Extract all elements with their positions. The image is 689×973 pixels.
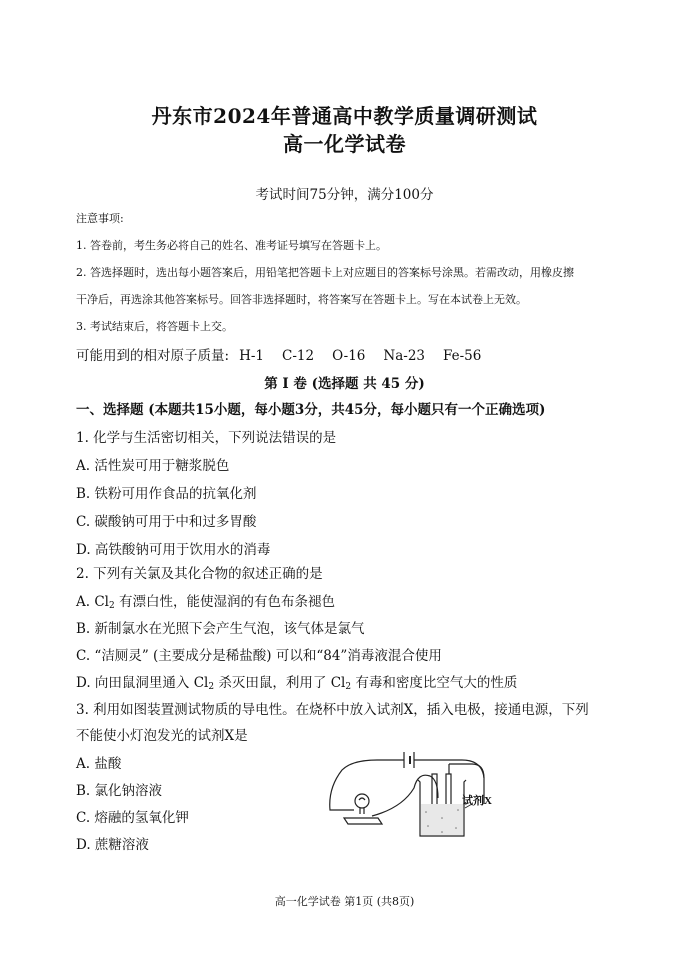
option-text: 杀灭田鼠，利用了 Cl: [214, 675, 346, 691]
option-text: 有毒和密度比空气大的性质: [351, 675, 518, 691]
option-text: 有漂白性，能使湿润的有色布条褪色: [114, 594, 336, 610]
notice-item: 1. 答卷前，考生务必将自己的姓名、准考证号填写在答题卡上。: [76, 239, 387, 252]
question-option: [76, 590, 335, 611]
exam-subtitle: 高一化学试卷: [283, 132, 406, 156]
wire: [449, 764, 484, 778]
question-option: A. 盐酸: [76, 756, 122, 772]
figure-label: 试剂X: [462, 795, 492, 807]
question-stem: 2. 下列有关氯及其化合物的叙述正确的是: [76, 566, 323, 582]
subscript: 2: [108, 601, 115, 611]
page-footer: 高一化学试卷 第1页 (共8页): [274, 895, 415, 908]
notice-item: 干净后，再选涂其他答案标号。回答非选择题时，将答案写在答题卡上。写在本试卷上无效。: [76, 293, 527, 306]
conductivity-apparatus-figure: [322, 748, 512, 840]
question-option: C. “洁厕灵” (主要成分是稀盐酸) 可以和“84”消毒液混合使用: [76, 648, 442, 664]
atomic-mass-value: H-1: [239, 348, 264, 364]
wire: [330, 760, 404, 810]
section-title: 第 Ⅰ 卷 (选择题 共 45 分): [264, 376, 425, 392]
question-option: C. 碳酸钠可用于中和过多胃酸: [76, 514, 257, 530]
atomic-masses-label: 可能用到的相对原子质量:: [76, 348, 230, 364]
question-stem: 1. 化学与生活密切相关，下列说法错误的是: [76, 430, 337, 446]
atomic-mass-value: O-16: [332, 348, 366, 364]
question-option: C. 熔融的氢氧化钾: [76, 810, 189, 826]
question-option: B. 氯化钠溶液: [76, 783, 163, 799]
atomic-mass-value: C-12: [282, 348, 315, 364]
question-option: [76, 671, 517, 692]
notice-item: 3. 考试结束后，将答题卡上交。: [76, 320, 233, 333]
question-stem: 3. 利用如图装置测试物质的导电性。在烧杯中放入试剂X，插入电极，接通电源，下列: [76, 702, 589, 718]
reagent-liquid: [421, 804, 463, 835]
question-option: A. 活性炭可用于糖浆脱色: [76, 458, 230, 474]
question-option: B. 新制氯水在光照下会产生气泡，该气体是氯气: [76, 621, 365, 637]
bulb-filament: [359, 798, 365, 800]
question-option: D. 高铁酸钠可用于饮用水的消毒: [76, 542, 271, 558]
question-stem-cont: 不能使小灯泡发光的试剂X是: [76, 728, 248, 744]
atomic-masses: [76, 344, 499, 364]
notice-heading: 注意事项:: [76, 212, 124, 225]
subscript: 2: [208, 682, 215, 692]
exam-info: 考试时间75分钟，满分100分: [255, 187, 434, 203]
atomic-mass-value: Fe-56: [443, 348, 482, 364]
option-text: A. Cl: [76, 594, 109, 610]
exam-title: 丹东市2024年普通高中教学质量调研测试: [151, 104, 538, 128]
atomic-mass-value: Na-23: [383, 348, 425, 364]
part-title: 一、选择题 (本题共15小题，每小题3分，共45分，每小题只有一个正确选项): [76, 402, 546, 418]
question-option: B. 铁粉可用作食品的抗氧化剂: [76, 486, 257, 502]
option-text: D. 向田鼠洞里通入 Cl: [76, 675, 209, 691]
bulb-stand: [344, 818, 382, 824]
notice-item: 2. 答选择题时，选出每小题答案后，用铅笔把答题卡上对应题目的答案标号涂黑。若需改动，用橡皮擦: [76, 266, 574, 279]
subscript: 2: [345, 682, 352, 692]
bulb: [355, 794, 369, 808]
question-option: D. 蔗糖溶液: [76, 837, 149, 853]
